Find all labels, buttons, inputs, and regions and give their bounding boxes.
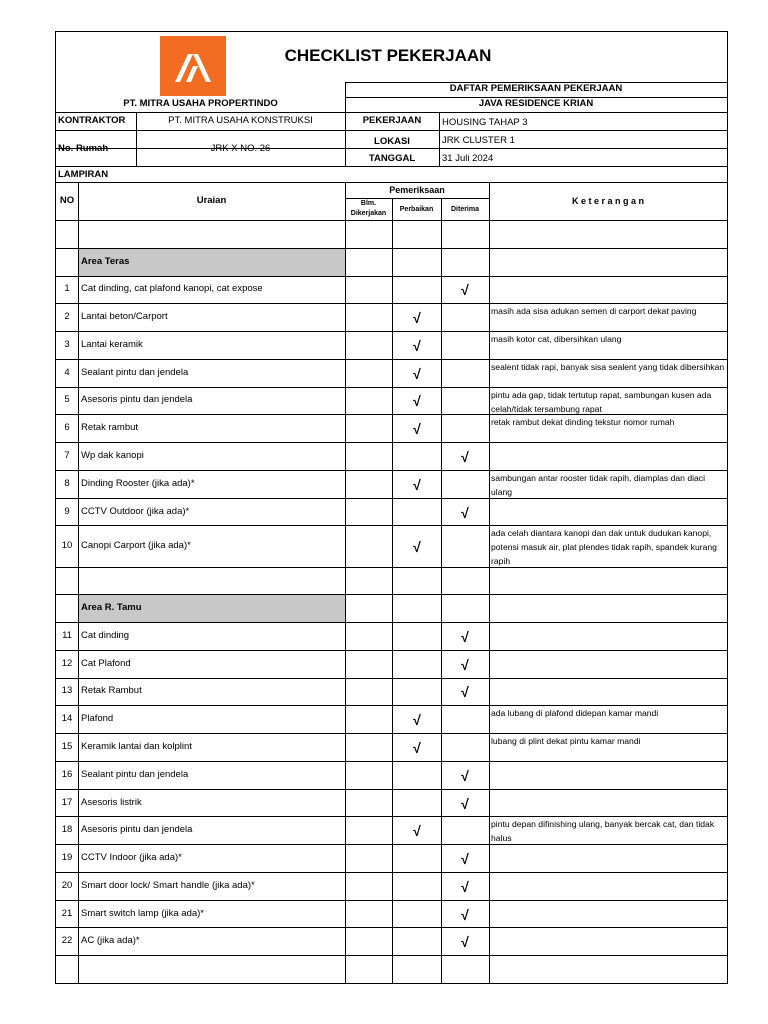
col-dikerjakan: Dikerjakan: [350, 210, 387, 217]
row-number: 6: [64, 422, 70, 434]
pekerjaan-label: PEKERJAAN: [362, 115, 422, 126]
row-uraian: Asesoris pintu dan jendela: [81, 394, 193, 406]
row-number: 15: [61, 740, 73, 752]
row-keterangan: masih kotor cat, dibersihkan ulang: [491, 334, 622, 345]
row-divider: [56, 761, 727, 762]
row-uraian: Dinding Rooster (jika ada)*: [81, 477, 195, 489]
row-divider: [56, 678, 727, 679]
row-divider: [56, 498, 727, 499]
company-logo: [160, 36, 226, 96]
check-mark: √: [461, 504, 469, 521]
row-uraian: Retak Rambut: [81, 685, 142, 697]
row-divider: [56, 955, 727, 956]
check-mark: √: [461, 795, 469, 812]
row-number: 11: [62, 629, 72, 641]
row-keterangan: sealent tidak rapi, banyak sisa sealent yang tidak dibersihkan: [491, 361, 725, 372]
check-mark: √: [461, 282, 469, 299]
tanggal-label: TANGGAL: [368, 153, 416, 164]
row-uraian: CCTV Outdoor (jika ada)*: [81, 505, 190, 517]
kontraktor-value: PT. MITRA USAHA KONSTRUKSI: [168, 115, 313, 126]
check-mark: √: [413, 538, 421, 555]
row-number: 16: [61, 768, 73, 780]
row-keterangan: ada lubang di plafond didepan kamar mandi: [491, 708, 659, 719]
row-number: 10: [61, 539, 73, 551]
check-mark: √: [461, 767, 469, 784]
no-rumah-value: JRK X NO. 26: [210, 143, 271, 154]
row-number: 17: [61, 796, 73, 808]
check-mark: √: [413, 421, 421, 438]
col-diterima: Diterima: [450, 206, 479, 213]
row-divider: [56, 844, 727, 845]
row-uraian: Sealant pintu dan jendela: [81, 366, 189, 378]
row-divider: [56, 789, 727, 790]
row-number: 1: [64, 283, 70, 295]
col-perbaikan: Perbaikan: [399, 206, 434, 213]
check-mark: √: [413, 476, 421, 493]
check-mark: √: [461, 656, 469, 673]
row-uraian: Retak rambut: [81, 422, 139, 434]
row-uraian: Lantai beton/Carport: [81, 311, 168, 323]
check-mark: √: [413, 310, 421, 327]
row-number: 12: [61, 657, 73, 669]
row-number: 7: [64, 450, 70, 461]
check-mark: √: [413, 739, 421, 756]
row-divider: [56, 442, 727, 443]
check-mark: √: [461, 851, 469, 868]
row-number: 4: [64, 366, 70, 378]
row-number: 20: [61, 879, 73, 891]
col-blm: Blm.: [360, 200, 377, 207]
kontraktor-label: KONTRAKTOR: [58, 115, 126, 126]
checklist-sheet: [55, 31, 728, 984]
row-keterangan: retak rambut dekat dinding tekstur nomor rumah: [491, 417, 675, 428]
row-number: 5: [64, 394, 70, 406]
check-mark: √: [461, 684, 469, 701]
row-number: 18: [61, 824, 73, 836]
row-divider: [56, 276, 727, 277]
col-pemeriksaan: Pemeriksaan: [389, 185, 445, 195]
row-uraian: Cat Plafond: [81, 657, 131, 669]
page-title: CHECKLIST PEKERJAAN: [284, 46, 492, 65]
row-uraian: Smart door lock/ Smart handle (jika ada)*: [81, 879, 255, 891]
row-number: 3: [64, 338, 70, 350]
row-uraian: Keramik lantai dan kolplint: [81, 740, 192, 752]
row-uraian: CCTV Indoor (jika ada)*: [81, 852, 182, 864]
company-name: PT. MITRA USAHA PROPERTINDO: [123, 98, 278, 109]
row-keterangan: ada celah diantara kanopi dan dak untuk dudukan kanopi, potensi masuk air, plat plendes tidak rapih, spandek kurang rapih: [491, 528, 717, 567]
row-number: 8: [64, 477, 70, 489]
row-divider: [56, 927, 727, 928]
row-divider: [56, 872, 727, 873]
row-uraian: Lantai keramik: [81, 338, 143, 350]
check-mark: √: [461, 628, 469, 645]
row-number: 13: [61, 685, 73, 697]
row-keterangan: pintu depan difinishing ulang, banyak bercak cat, dan tidak halus: [491, 819, 715, 844]
row-uraian: Wp dak kanopi: [81, 450, 144, 461]
row-uraian: Plafond: [81, 713, 114, 725]
row-number: 2: [64, 311, 70, 323]
row-number: 22: [61, 935, 73, 947]
col-keterangan: K e t e r a n g a n: [571, 196, 645, 206]
section-header: Area R. Tamu: [81, 602, 142, 614]
check-mark: √: [413, 393, 421, 410]
row-divider: [56, 900, 727, 901]
row-uraian: Smart switch lamp (jika ada)*: [81, 907, 205, 919]
check-mark: √: [413, 337, 421, 354]
row-number: 14: [61, 713, 73, 725]
subtitle-daftar: DAFTAR PEMERIKSAAN PEKERJAAN: [449, 83, 623, 94]
row-uraian: Sealant pintu dan jendela: [81, 768, 189, 780]
tanggal-value: 31 Juli 2024: [442, 153, 494, 164]
row-uraian: Cat dinding, cat plafond kanopi, cat expose: [81, 283, 263, 295]
row-uraian: Canopi Carport (jika ada)*: [81, 539, 191, 551]
check-mark: √: [413, 365, 421, 382]
row-uraian: Asesoris listrik: [81, 796, 142, 808]
row-divider: [56, 622, 727, 623]
check-mark: √: [461, 906, 469, 923]
row-keterangan: lubang di plint dekat pintu kamar mandi: [491, 736, 641, 747]
check-mark: √: [413, 823, 421, 840]
check-mark: √: [461, 934, 469, 951]
col-no: NO: [59, 195, 75, 206]
lokasi-label: LOKASI: [374, 136, 410, 147]
row-keterangan: sambungan antar rooster tidak rapih, diamplas dan diaci ulang: [491, 472, 706, 497]
row-keterangan: masih ada sisa adukan semen di carport dekat paving: [491, 306, 697, 317]
row-number: 9: [64, 505, 70, 517]
row-number: 19: [61, 852, 73, 864]
row-uraian: AC (jika ada)*: [81, 935, 140, 947]
pekerjaan-value: HOUSING TAHAP 3: [442, 117, 528, 128]
row-divider: [56, 567, 727, 568]
logo-mark-icon: [160, 36, 226, 96]
check-mark: √: [461, 878, 469, 895]
row-keterangan: pintu ada gap, tidak tertutup rapat, sambungan kusen ada celah/tidak tersambung rapat: [491, 389, 712, 414]
row-number: 21: [61, 907, 73, 919]
lampiran-label: LAMPIRAN: [58, 169, 109, 180]
col-uraian: Uraian: [196, 195, 227, 206]
subtitle-project: JAVA RESIDENCE KRIAN: [478, 98, 594, 109]
section-header: Area Teras: [81, 255, 130, 267]
lokasi-value: JRK CLUSTER 1: [442, 135, 515, 146]
check-mark: √: [461, 449, 469, 465]
check-mark: √: [413, 712, 421, 729]
no-rumah-label: No. Rumah: [58, 143, 109, 154]
row-uraian: Asesoris pintu dan jendela: [81, 824, 193, 836]
row-divider: [56, 650, 727, 651]
row-uraian: Cat dinding: [81, 629, 130, 641]
